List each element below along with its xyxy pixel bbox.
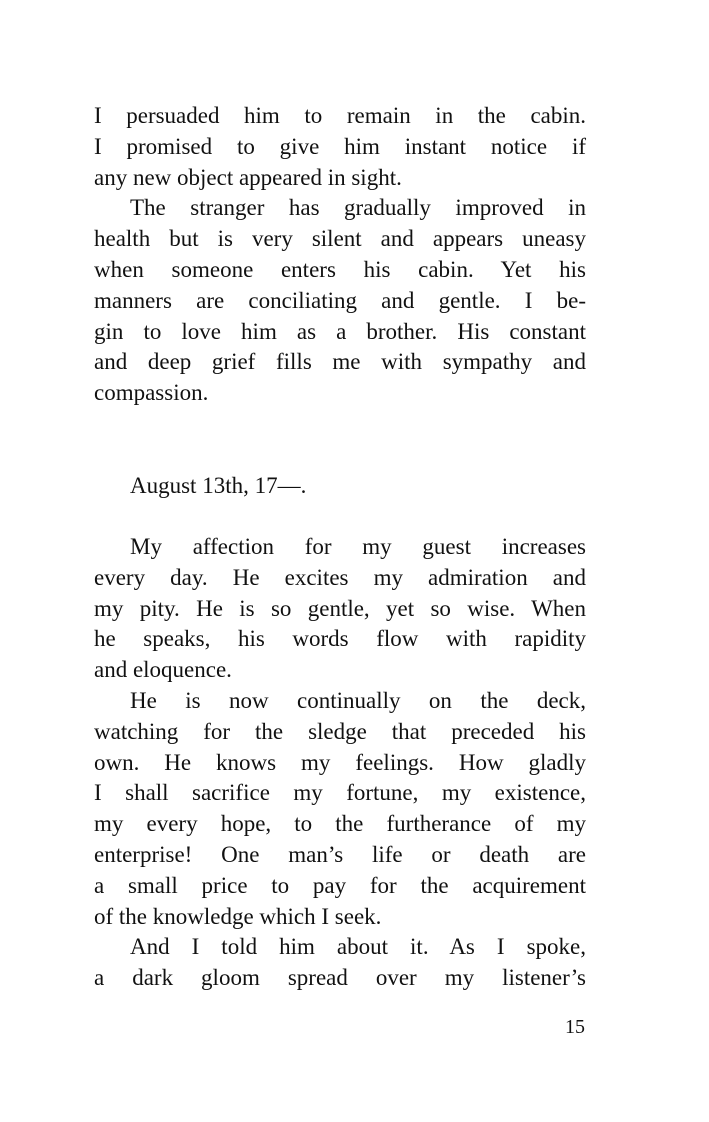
text-line: I shall sacrifice my fortune, my existence, [94, 780, 586, 806]
text-line: enterprise! One man’s life or death are [94, 841, 586, 867]
text-line: and eloquence. [94, 657, 232, 683]
text-line: And I told him about it. As I spoke, [130, 934, 586, 960]
text-line: The stranger has gradually improved in [130, 195, 586, 221]
text-line: own. He knows my feelings. How gladly [94, 749, 586, 775]
text-line: compassion. [94, 380, 209, 406]
text-line: of the knowledge which I seek. [94, 903, 382, 929]
text-line: he speaks, his words flow with rapidity [94, 626, 586, 652]
text-block-top [94, 101, 586, 409]
text-line: and deep grief fills me with sympathy and [94, 349, 586, 375]
date-heading: August 13th, 17—. [130, 473, 307, 498]
text-line: my every hope, to the furtherance of my [94, 811, 586, 837]
text-line: manners are conciliating and gentle. I be- [94, 287, 586, 313]
text-line: I promised to give him instant notice if [94, 133, 586, 159]
text-line: health but is very silent and appears uneasy [94, 226, 586, 252]
text-line: My affection for my guest increases [130, 534, 586, 559]
text-line: He is now continually on the deck, [130, 687, 586, 713]
text-line: I persuaded him to remain in the cabin. [94, 103, 586, 128]
text-line: a dark gloom spread over my listener’s [94, 965, 586, 991]
page-number: 15 [565, 1016, 585, 1038]
text-line: any new object appeared in sight. [94, 164, 402, 190]
text-line: a small price to pay for the acquirement [94, 872, 586, 898]
text-line: watching for the sledge that preceded his [94, 718, 586, 744]
text-line: every day. He excites my admiration and [94, 564, 586, 590]
text-block-bottom [94, 532, 586, 994]
text-line: gin to love him as a brother. His constant [94, 318, 586, 344]
text-line: my pity. He is so gentle, yet so wise. When [94, 595, 586, 621]
text-line: when someone enters his cabin. Yet his [94, 256, 586, 282]
date-heading-block [94, 471, 586, 502]
